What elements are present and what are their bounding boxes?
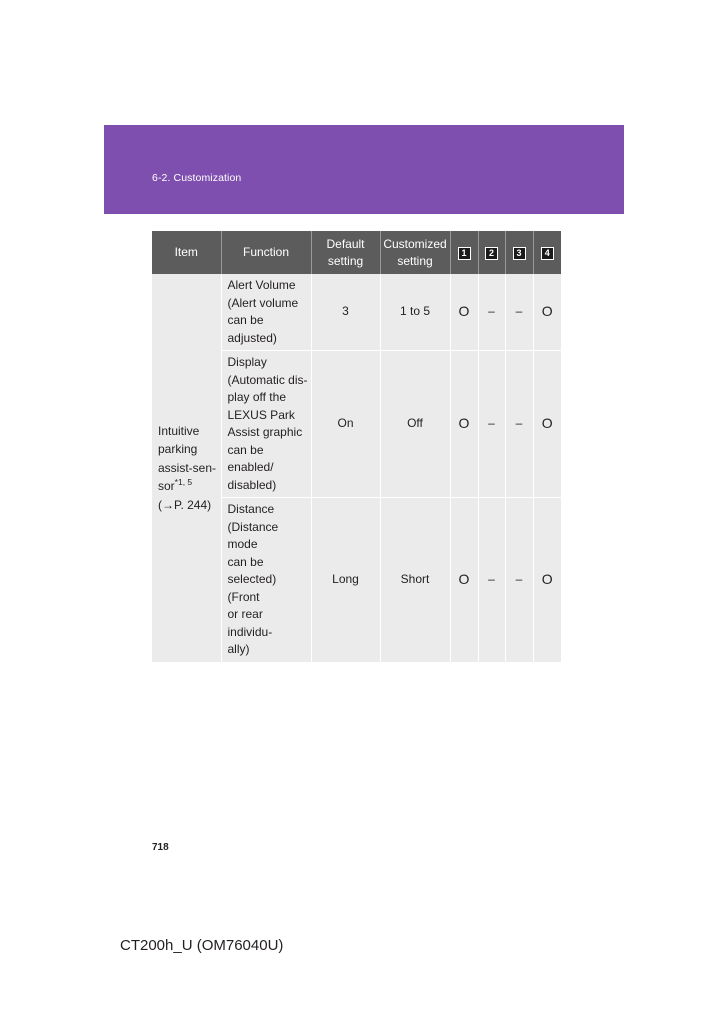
customization-table (152, 231, 561, 663)
col-2-mark: – (478, 351, 505, 498)
col-4-mark: O (533, 274, 561, 351)
table-row (152, 274, 561, 351)
header-customized-setting (380, 231, 450, 274)
section-header-band (104, 125, 624, 214)
function-cell (221, 351, 311, 498)
function-line: (Automatic dis- (227, 372, 308, 387)
function-line: Assist graphic (227, 425, 303, 439)
default-setting-cell: Long (311, 498, 380, 663)
col-2-mark: – (478, 274, 505, 351)
document-code: CT200h_U (OM76040U) (120, 937, 284, 954)
function-line: Alert Volume (227, 278, 296, 292)
header-col-2 (478, 231, 505, 274)
function-cell (221, 274, 311, 351)
header-col-3 (505, 231, 533, 274)
function-line: or rear individu- (227, 607, 273, 639)
footnote-ref: *1, 5 (174, 477, 193, 487)
item-line: assist-sen- (158, 460, 217, 475)
number-2-icon: 2 (485, 247, 498, 260)
col-1-mark: O (450, 274, 478, 351)
item-line: Intuitive (158, 423, 200, 438)
customized-setting-cell: 1 to 5 (380, 274, 450, 351)
function-cell (221, 498, 311, 663)
function-line: disabled) (227, 477, 277, 492)
col-4-mark: O (533, 498, 561, 663)
header-custom-line2: setting (397, 253, 433, 268)
function-line: Display (227, 355, 267, 369)
function-line: adjusted) (227, 330, 277, 345)
header-custom-line1: Customized (383, 236, 447, 251)
col-3-mark: – (505, 274, 533, 351)
header-default-line2: setting (327, 253, 364, 268)
function-line: can be enabled/ (227, 442, 274, 474)
header-function: Function (221, 231, 311, 274)
function-line: LEXUS Park (227, 407, 295, 422)
col-4-mark: O (533, 351, 561, 498)
col-2-mark: – (478, 498, 505, 663)
header-default-line1: Default (326, 236, 365, 251)
col-3-mark: – (505, 498, 533, 663)
col-1-mark: O (450, 498, 478, 663)
number-4-icon: 4 (541, 247, 554, 260)
customized-setting-cell: Off (380, 351, 450, 498)
section-title: 6-2. Customization (152, 172, 242, 184)
header-col-1 (450, 231, 478, 274)
col-3-mark: – (505, 351, 533, 498)
item-line: parking (158, 442, 198, 456)
function-line: (Alert volume (227, 295, 299, 310)
number-1-icon: 1 (458, 247, 471, 260)
number-3-icon: 3 (513, 247, 526, 260)
col-1-mark: O (450, 351, 478, 498)
header-item: Item (152, 231, 221, 274)
header-col-4 (533, 231, 561, 274)
item-cell (152, 274, 221, 662)
function-line: (Distance mode (227, 519, 279, 551)
function-line: Distance (227, 502, 275, 516)
default-setting-cell: 3 (311, 274, 380, 351)
item-page-ref: (→P. 244) (158, 497, 212, 512)
item-line: sor (158, 479, 175, 493)
function-line: can be (227, 313, 264, 327)
function-line: play off the (227, 390, 286, 404)
function-line: can be (227, 554, 264, 569)
header-default-setting (311, 231, 380, 274)
table-header-row (152, 231, 561, 274)
default-setting-cell: On (311, 351, 380, 498)
page-number: 718 (152, 842, 169, 853)
function-line: selected) (Front (227, 572, 277, 604)
function-line: ally) (227, 642, 250, 656)
customized-setting-cell: Short (380, 498, 450, 663)
